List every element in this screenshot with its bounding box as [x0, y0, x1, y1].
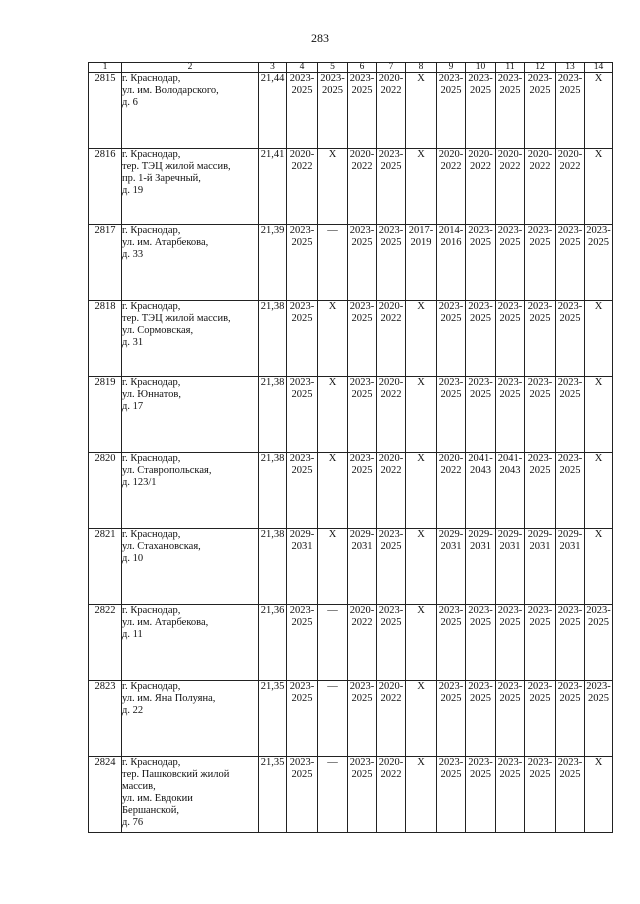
table-body: [89, 73, 613, 833]
period-cell-c7: 2023- 2025: [377, 225, 406, 301]
address-cell: г. Краснодар, ул. им. Яна Полуяна, д. 22: [122, 681, 259, 757]
period-cell-c7: 2020- 2022: [377, 301, 406, 377]
period-cell-c11: 2023- 2025: [496, 377, 525, 453]
period-cell-c4: 2023- 2025: [287, 757, 318, 833]
row-number: 2817: [89, 225, 122, 301]
period-cell-c12: 2023- 2025: [525, 681, 556, 757]
period-cell-c7: 2023- 2025: [377, 529, 406, 605]
period-cell-c8: Х: [406, 453, 437, 529]
period-cell-c5: Х: [318, 377, 348, 453]
period-cell-c6: 2023- 2025: [348, 453, 377, 529]
period-cell-c8: Х: [406, 529, 437, 605]
period-cell-c4: 2023- 2025: [287, 377, 318, 453]
address-cell: г. Краснодар, ул. Стахановская, д. 10: [122, 529, 259, 605]
column-header: 5: [318, 63, 348, 73]
area-cell: 21,44: [259, 73, 287, 149]
period-cell-c12: 2023- 2025: [525, 605, 556, 681]
period-cell-c5: —: [318, 225, 348, 301]
period-cell-c6: 2023- 2025: [348, 73, 377, 149]
period-cell-c10: 2041- 2043: [466, 453, 496, 529]
area-cell: 21,38: [259, 301, 287, 377]
column-header: 7: [377, 63, 406, 73]
period-cell-c8: Х: [406, 301, 437, 377]
period-cell-c12: 2023- 2025: [525, 377, 556, 453]
area-cell: 21,41: [259, 149, 287, 225]
period-cell-c12: 2023- 2025: [525, 757, 556, 833]
period-cell-c9: 2014- 2016: [437, 225, 466, 301]
column-header: 4: [287, 63, 318, 73]
area-cell: 21,38: [259, 529, 287, 605]
column-header: 9: [437, 63, 466, 73]
period-cell-c4: 2023- 2025: [287, 225, 318, 301]
period-cell-c13: 2023- 2025: [556, 453, 585, 529]
period-cell-c4: 2023- 2025: [287, 453, 318, 529]
period-cell-c12: 2029- 2031: [525, 529, 556, 605]
period-cell-c11: 2041- 2043: [496, 453, 525, 529]
period-cell-c12: 2023- 2025: [525, 73, 556, 149]
period-cell-c5: —: [318, 757, 348, 833]
period-cell-c5: —: [318, 681, 348, 757]
period-cell-c10: 2023- 2025: [466, 605, 496, 681]
period-cell-c7: 2020- 2022: [377, 757, 406, 833]
table-row: [89, 529, 613, 605]
period-cell-c7: 2020- 2022: [377, 681, 406, 757]
period-cell-c8: Х: [406, 377, 437, 453]
column-header: 10: [466, 63, 496, 73]
period-cell-c13: 2023- 2025: [556, 301, 585, 377]
column-header: 3: [259, 63, 287, 73]
period-cell-c7: 2020- 2022: [377, 453, 406, 529]
period-cell-c11: 2029- 2031: [496, 529, 525, 605]
column-header: 1: [89, 63, 122, 73]
address-cell: г. Краснодар, тер. ТЭЦ жилой массив, пр. 1-й Заречный, д. 19: [122, 149, 259, 225]
period-cell-c5: Х: [318, 301, 348, 377]
area-cell: 21,38: [259, 377, 287, 453]
area-cell: 21,36: [259, 605, 287, 681]
address-cell: г. Краснодар, ул. Ставропольская, д. 123/1: [122, 453, 259, 529]
period-cell-c9: 2023- 2025: [437, 377, 466, 453]
period-cell-c9: 2023- 2025: [437, 681, 466, 757]
period-cell-c14: Х: [585, 73, 613, 149]
period-cell-c6: 2023- 2025: [348, 757, 377, 833]
address-cell: г. Краснодар, тер. Пашковский жилой массив, ул. им. Евдокии Бершанской, д. 76: [122, 757, 259, 833]
column-header: 13: [556, 63, 585, 73]
period-cell-c14: 2023- 2025: [585, 605, 613, 681]
table-row: [89, 605, 613, 681]
period-cell-c8: Х: [406, 757, 437, 833]
column-header: 11: [496, 63, 525, 73]
period-cell-c9: 2023- 2025: [437, 757, 466, 833]
period-cell-c12: 2020- 2022: [525, 149, 556, 225]
period-cell-c13: 2020- 2022: [556, 149, 585, 225]
column-header: 12: [525, 63, 556, 73]
table-row: [89, 681, 613, 757]
period-cell-c14: Х: [585, 301, 613, 377]
period-cell-c8: Х: [406, 73, 437, 149]
period-cell-c11: 2023- 2025: [496, 73, 525, 149]
period-cell-c8: Х: [406, 605, 437, 681]
column-header: 6: [348, 63, 377, 73]
row-number: 2824: [89, 757, 122, 833]
area-cell: 21,35: [259, 757, 287, 833]
table-row: [89, 377, 613, 453]
address-cell: г. Краснодар, ул. им. Атарбекова, д. 33: [122, 225, 259, 301]
period-cell-c4: 2023- 2025: [287, 301, 318, 377]
period-cell-c6: 2023- 2025: [348, 225, 377, 301]
column-number-row: [89, 63, 613, 73]
table-row: [89, 301, 613, 377]
period-cell-c8: 2017- 2019: [406, 225, 437, 301]
period-cell-c14: Х: [585, 757, 613, 833]
period-cell-c13: 2023- 2025: [556, 757, 585, 833]
row-number: 2818: [89, 301, 122, 377]
period-cell-c14: 2023- 2025: [585, 225, 613, 301]
period-cell-c6: 2029- 2031: [348, 529, 377, 605]
row-number: 2816: [89, 149, 122, 225]
row-number: 2823: [89, 681, 122, 757]
period-cell-c10: 2023- 2025: [466, 681, 496, 757]
period-cell-c4: 2023- 2025: [287, 681, 318, 757]
period-cell-c9: 2029- 2031: [437, 529, 466, 605]
table-row: [89, 149, 613, 225]
period-cell-c11: 2023- 2025: [496, 757, 525, 833]
row-number: 2822: [89, 605, 122, 681]
period-cell-c11: 2023- 2025: [496, 225, 525, 301]
period-cell-c6: 2023- 2025: [348, 377, 377, 453]
period-cell-c4: 2023- 2025: [287, 605, 318, 681]
period-cell-c13: 2029- 2031: [556, 529, 585, 605]
period-cell-c8: Х: [406, 149, 437, 225]
period-cell-c10: 2023- 2025: [466, 225, 496, 301]
area-cell: 21,39: [259, 225, 287, 301]
period-cell-c12: 2023- 2025: [525, 225, 556, 301]
period-cell-c11: 2023- 2025: [496, 301, 525, 377]
row-number: 2815: [89, 73, 122, 149]
address-cell: г. Краснодар, ул. им. Володарского, д. 6: [122, 73, 259, 149]
period-cell-c8: Х: [406, 681, 437, 757]
table-row: [89, 73, 613, 149]
address-cell: г. Краснодар, тер. ТЭЦ жилой массив, ул. Сормовская, д. 31: [122, 301, 259, 377]
period-cell-c11: 2023- 2025: [496, 605, 525, 681]
period-cell-c10: 2020- 2022: [466, 149, 496, 225]
column-header: 8: [406, 63, 437, 73]
period-cell-c14: Х: [585, 453, 613, 529]
period-cell-c10: 2023- 2025: [466, 301, 496, 377]
row-number: 2819: [89, 377, 122, 453]
period-cell-c6: 2023- 2025: [348, 301, 377, 377]
period-cell-c10: 2029- 2031: [466, 529, 496, 605]
period-cell-c7: 2023- 2025: [377, 605, 406, 681]
row-number: 2821: [89, 529, 122, 605]
period-cell-c5: Х: [318, 149, 348, 225]
period-cell-c13: 2023- 2025: [556, 681, 585, 757]
period-cell-c7: 2020- 2022: [377, 377, 406, 453]
address-cell: г. Краснодар, ул. Юннатов, д. 17: [122, 377, 259, 453]
table-row: [89, 453, 613, 529]
area-cell: 21,38: [259, 453, 287, 529]
period-cell-c4: 2029- 2031: [287, 529, 318, 605]
table-row: [89, 225, 613, 301]
period-cell-c14: Х: [585, 529, 613, 605]
period-cell-c12: 2023- 2025: [525, 453, 556, 529]
period-cell-c12: 2023- 2025: [525, 301, 556, 377]
period-cell-c4: 2023- 2025: [287, 73, 318, 149]
period-cell-c13: 2023- 2025: [556, 73, 585, 149]
table-row: [89, 757, 613, 833]
period-cell-c6: 2020- 2022: [348, 149, 377, 225]
page-number: 283: [311, 31, 329, 45]
area-cell: 21,35: [259, 681, 287, 757]
period-cell-c10: 2023- 2025: [466, 377, 496, 453]
row-number: 2820: [89, 453, 122, 529]
period-cell-c5: Х: [318, 529, 348, 605]
period-cell-c11: 2023- 2025: [496, 681, 525, 757]
period-cell-c5: —: [318, 605, 348, 681]
period-cell-c9: 2023- 2025: [437, 605, 466, 681]
column-header: 14: [585, 63, 613, 73]
period-cell-c6: 2020- 2022: [348, 605, 377, 681]
period-cell-c5: Х: [318, 453, 348, 529]
period-cell-c13: 2023- 2025: [556, 605, 585, 681]
period-cell-c11: 2020- 2022: [496, 149, 525, 225]
period-cell-c4: 2020- 2022: [287, 149, 318, 225]
period-cell-c13: 2023- 2025: [556, 225, 585, 301]
period-cell-c9: 2020- 2022: [437, 149, 466, 225]
period-cell-c9: 2023- 2025: [437, 301, 466, 377]
period-cell-c6: 2023- 2025: [348, 681, 377, 757]
period-cell-c14: 2023- 2025: [585, 681, 613, 757]
address-cell: г. Краснодар, ул. им. Атарбекова, д. 11: [122, 605, 259, 681]
period-cell-c9: 2020- 2022: [437, 453, 466, 529]
period-cell-c10: 2023- 2025: [466, 757, 496, 833]
period-cell-c13: 2023- 2025: [556, 377, 585, 453]
column-header: 2: [122, 63, 259, 73]
period-cell-c10: 2023- 2025: [466, 73, 496, 149]
period-cell-c9: 2023- 2025: [437, 73, 466, 149]
period-cell-c14: Х: [585, 377, 613, 453]
period-cell-c7: 2020- 2022: [377, 73, 406, 149]
period-cell-c7: 2023- 2025: [377, 149, 406, 225]
registry-table: [88, 62, 613, 833]
period-cell-c5: 2023- 2025: [318, 73, 348, 149]
period-cell-c14: Х: [585, 149, 613, 225]
